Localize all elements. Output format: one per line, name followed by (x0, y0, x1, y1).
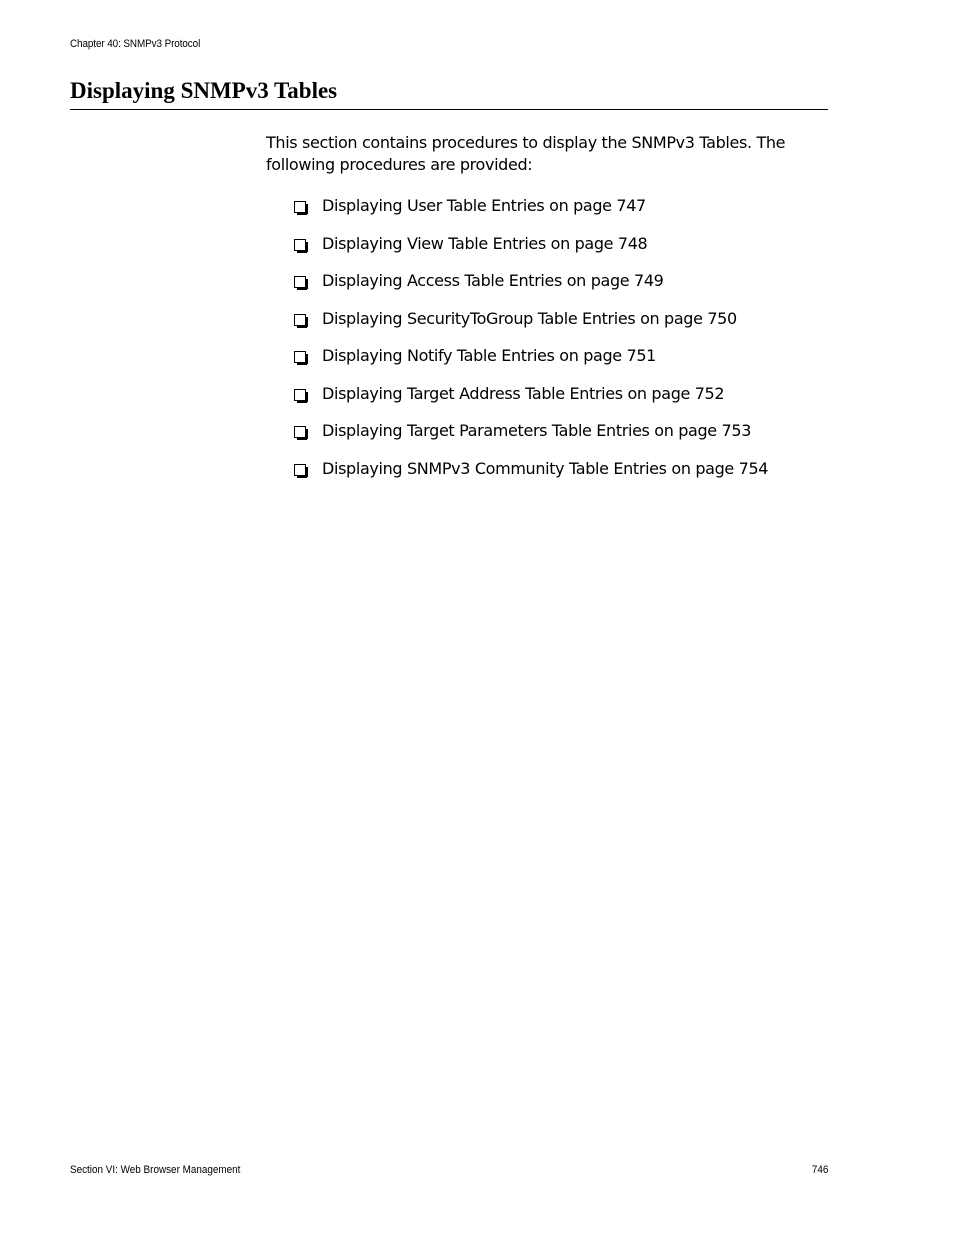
procedure-link[interactable]: Displaying SecurityToGroup Table Entries on page 750 (322, 308, 737, 328)
procedure-link[interactable]: Displaying Target Parameters Table Entries on page 753 (322, 421, 752, 440)
checkbox-icon (294, 201, 306, 213)
page-title: Displaying SNMPv3 Tables (70, 78, 338, 103)
procedure-list (294, 195, 768, 495)
list-item (294, 458, 768, 496)
list-item (294, 233, 768, 271)
procedure-link[interactable]: Displaying Target Address Table Entries on page 752 (322, 383, 725, 403)
checkbox-icon (294, 389, 306, 401)
intro-paragraph: This section contains procedures to display the SNMPv3 Tables. The following procedures are provided: (266, 133, 786, 174)
running-header: Chapter 40: SNMPv3 Protocol (70, 38, 201, 50)
list-item (294, 270, 768, 308)
list-item (294, 383, 768, 421)
list-item (294, 308, 768, 346)
checkbox-icon (294, 276, 306, 288)
running-footer: Section VI: Web Browser Management (70, 1164, 241, 1176)
list-item (294, 195, 768, 233)
checkbox-icon (294, 239, 306, 251)
procedure-link[interactable]: Displaying SNMPv3 Community Table Entries on page 754 (322, 458, 769, 478)
procedure-link[interactable]: Displaying View Table Entries on page 748 (322, 233, 648, 253)
procedure-link[interactable]: Displaying User Table Entries on page 747 (322, 196, 646, 215)
list-item (294, 345, 768, 383)
checkbox-icon (294, 464, 306, 476)
page-number: 746 (811, 1164, 828, 1176)
procedure-link[interactable]: Displaying Notify Table Entries on page 751 (322, 346, 657, 365)
checkbox-icon (294, 351, 306, 363)
title-divider (70, 109, 828, 110)
list-item (294, 420, 768, 458)
checkbox-icon (294, 426, 306, 438)
procedure-link[interactable]: Displaying Access Table Entries on page 749 (322, 271, 664, 290)
checkbox-icon (294, 314, 306, 326)
